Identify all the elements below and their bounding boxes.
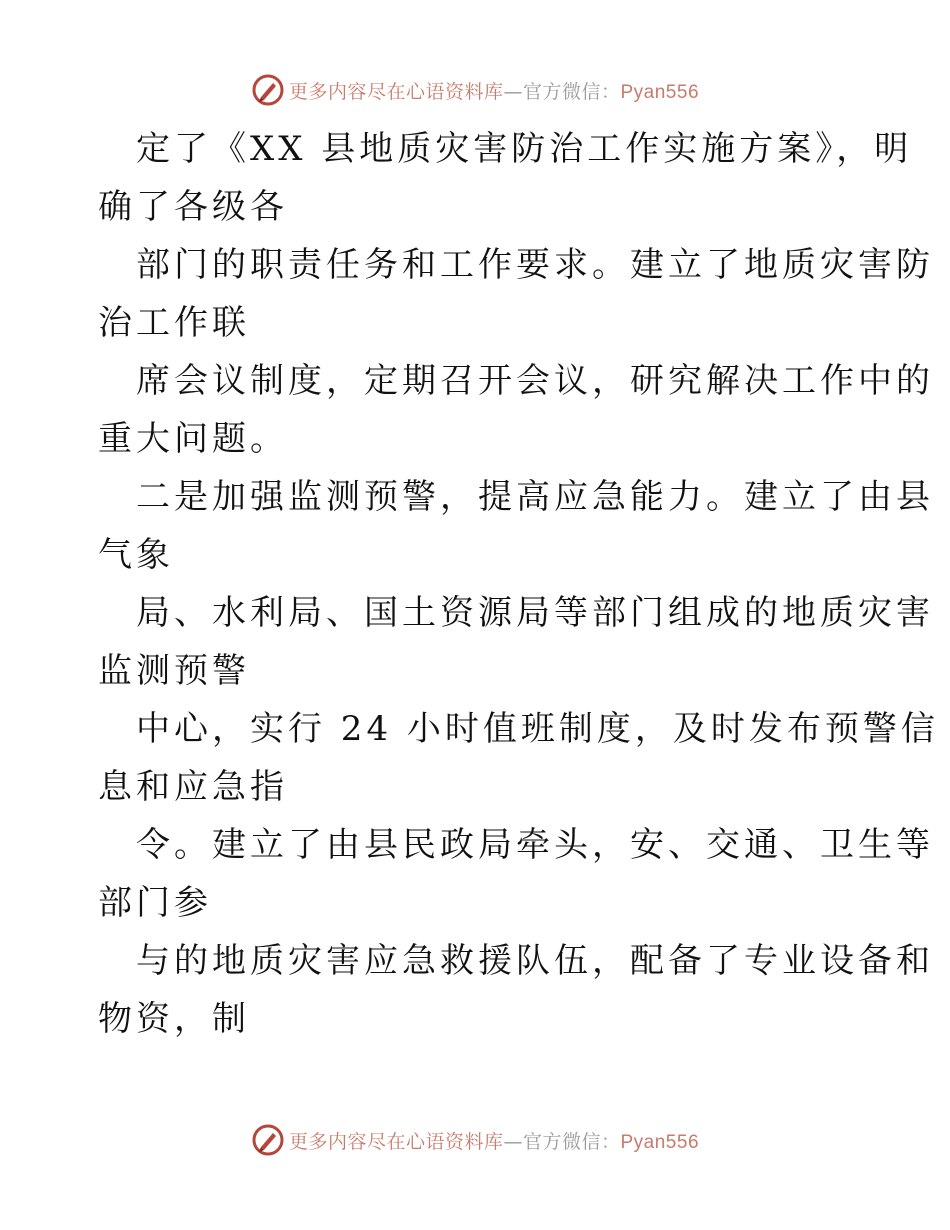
text-line: 治工作联 — [98, 303, 250, 343]
footer-watermark — [0, 1120, 950, 1160]
watermark-dash: — — [503, 80, 523, 103]
pen-logo-icon — [251, 1123, 285, 1157]
watermark-wechat-id: Pyan556 — [620, 81, 700, 103]
text-line: 重大问题。 — [98, 419, 288, 459]
watermark-main-text: 更多内容尽在心语资料库 — [288, 1130, 504, 1153]
watermark-main-text: 更多内容尽在心语资料库 — [288, 80, 504, 103]
watermark-wechat-label: 官方微信： — [522, 1130, 621, 1153]
text-line: 局、水利局、国土资源局等部门组成的地质灾害 — [136, 593, 934, 633]
text-line: 息和应急指 — [98, 767, 288, 807]
pen-logo-icon — [251, 73, 285, 107]
text-line: 定了《XX 县地质灾害防治工作实施方案》，明 — [136, 129, 913, 169]
text-line: 令。建立了由县民政局牵头，安、交通、卫生等 — [136, 825, 934, 865]
text-line: 部门参 — [98, 883, 212, 923]
document-body — [98, 120, 939, 1048]
text-line: 监测预警 — [98, 651, 250, 691]
text-line: 与的地质灾害应急救援队伍，配备了专业设备和 — [136, 941, 934, 981]
text-line: 二是加强监测预警，提高应急能力。建立了由县 — [136, 477, 934, 517]
text-line: 席会议制度，定期召开会议，研究解决工作中的 — [136, 361, 934, 401]
header-watermark — [0, 70, 950, 110]
watermark-dash: — — [503, 1130, 523, 1153]
watermark-wechat-id: Pyan556 — [620, 1131, 700, 1153]
watermark-wechat-label: 官方微信： — [522, 80, 621, 103]
text-line: 部门的职责任务和工作要求。建立了地质灾害防 — [136, 245, 934, 285]
text-line: 中心，实行 24 小时值班制度，及时发布预警信 — [136, 709, 939, 749]
text-line: 确了各级各 — [98, 187, 288, 227]
text-line: 物资，制 — [98, 999, 250, 1039]
text-line: 气象 — [98, 535, 174, 575]
